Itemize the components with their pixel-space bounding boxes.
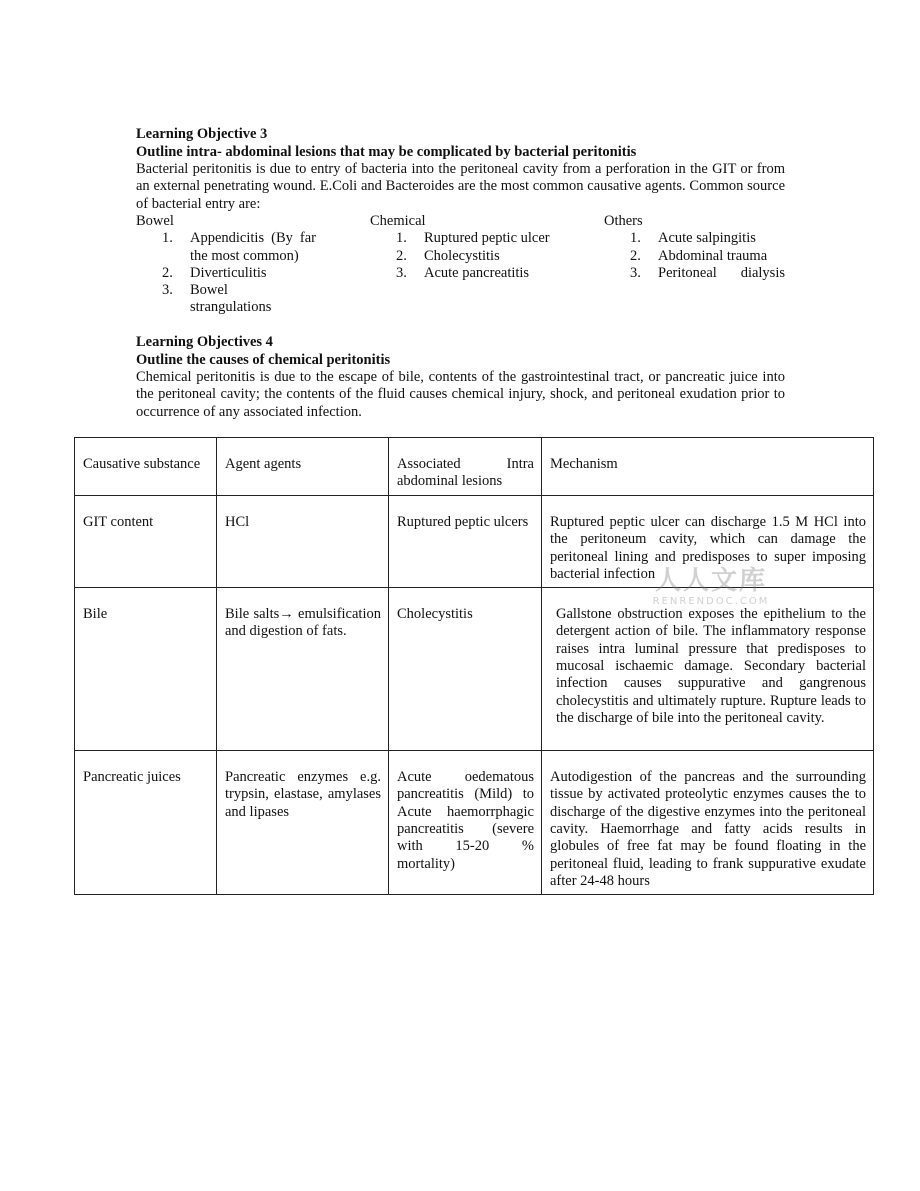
list-item-text: Acute pancreatitis: [424, 264, 530, 281]
table-header-cell: Associated Intra abdominal lesions: [389, 438, 542, 496]
list-number: 3.: [162, 282, 173, 299]
lo3-paragraph: Bacterial peritonitis is due to entry of bacteria into the peritoneal cavity from a perforation in the GIT or from an external penetrating wound. E.Coli and Bacteroides are the most common causative agents. Common source of bacterial entry are:: [136, 161, 785, 212]
list-number: 1.: [630, 230, 641, 247]
table-cell: Gallstone obstruction exposes the epithelium to the detergent action of bile. The inflammatory response raises intra luminal pressure that predisposes to mucosal ischaemic damage. Secondary bacterial infection causes suppurative and gangrenous cholecystitis and ultimately rupture. Rupture leads to the discharge of bile into the peritoneal cavity.: [542, 588, 874, 751]
bowel-column: [136, 213, 316, 317]
lo4-heading: Learning Objectives 4: [136, 334, 273, 350]
list-number: 1.: [396, 230, 407, 247]
list-item: [136, 265, 316, 282]
table-cell: Bile: [75, 588, 217, 751]
table-cell: HCl: [217, 496, 389, 588]
column-heading: Chemical: [370, 213, 426, 229]
list-item: [136, 230, 316, 265]
column-heading: Others: [604, 213, 643, 229]
others-list: [604, 230, 785, 282]
table-cell: Pancreatic enzymes e.g. trypsin, elastase, amylases and lipases: [217, 751, 389, 895]
others-column: [604, 213, 785, 282]
table-cell: Acute oedematous pancreatitis (Mild) to Acute haemorrphagic pancreatitis (severe with 15-20 % mortality): [389, 751, 542, 895]
watermark-en: RENRENDOC.COM: [652, 596, 770, 607]
lo4-paragraph: Chemical peritonitis is due to the escape of bile, contents of the gastrointestinal tract, or pancreatic juice into the peritoneal cavity; the contents of the fluid causes chemical injury, shock, and peritoneal exudation prior to occurrence of any associated infection.: [136, 369, 785, 420]
list-number: 3.: [630, 264, 641, 281]
list-number: 2.: [630, 247, 641, 264]
list-item: [604, 248, 785, 265]
table-row: [75, 751, 874, 895]
lo3-heading: Learning Objective 3: [136, 126, 268, 142]
table-cell: Pancreatic juices: [75, 751, 217, 895]
list-item-text: Bowel strangulations: [190, 282, 272, 316]
watermark-cn: 人人文库: [654, 566, 767, 596]
table-cell: Autodigestion of the pancreas and the surrounding tissue by activated proteolytic enzymes causes the to discharge of the digestive enzymes into the peritoneal cavity. Haemorrhage and fatty acids results in globules of free fat may be found floating in the peritoneal fluid, leading to frank suppurative exudate after 24-48 hours: [542, 751, 874, 895]
table-cell: Ruptured peptic ulcer can discharge 1.5 M HCl into the peritoneum cavity, which can damage the peritoneal lining and predisposes to super imposing bacterial infection: [542, 496, 874, 588]
table-header-row: [75, 438, 874, 496]
table-header-cell: Mechanism: [542, 438, 874, 496]
list-item-text: Acute salpingitis: [658, 230, 756, 247]
table-header-cell: Agent agents: [217, 438, 389, 496]
list-item-text: Ruptured peptic ulcer: [424, 230, 550, 247]
list-item: [370, 248, 550, 265]
list-item-text: Appendicitis (By far the most common): [190, 230, 316, 264]
lo4-subheading: Outline the causes of chemical peritonitis: [136, 351, 391, 368]
table-row: [75, 588, 874, 751]
table-cell: Bile salts→ emulsification and digestion of fats.: [217, 588, 389, 751]
list-item: [370, 230, 550, 247]
list-number: 2.: [162, 264, 173, 281]
list-item: [370, 265, 550, 282]
list-number: 2.: [396, 247, 407, 264]
table-cell: Cholecystitis: [389, 588, 542, 751]
list-item-text: Diverticulitis: [190, 264, 267, 281]
list-item-text: Abdominal trauma: [658, 247, 768, 264]
list-number: 1.: [162, 230, 173, 247]
list-item: [136, 282, 316, 317]
list-item-text: Peritoneal dialysis: [658, 264, 785, 281]
chemical-column: [370, 213, 550, 282]
table-cell: GIT content: [75, 496, 217, 588]
list-item-text: Cholecystitis: [424, 247, 500, 264]
column-heading: Bowel: [136, 213, 174, 229]
lo3-subheading: Outline intra- abdominal lesions that may be complicated by bacterial peritonitis: [136, 143, 637, 160]
list-item: [604, 265, 785, 282]
bowel-list: [136, 230, 316, 316]
table-header-cell: Causative substance: [75, 438, 217, 496]
chemical-peritonitis-table: [74, 437, 874, 895]
table-row: [75, 496, 874, 588]
list-number: 3.: [396, 264, 407, 281]
chemical-list: [370, 230, 550, 282]
list-item: [604, 230, 785, 247]
table-cell: Ruptured peptic ulcers: [389, 496, 542, 588]
